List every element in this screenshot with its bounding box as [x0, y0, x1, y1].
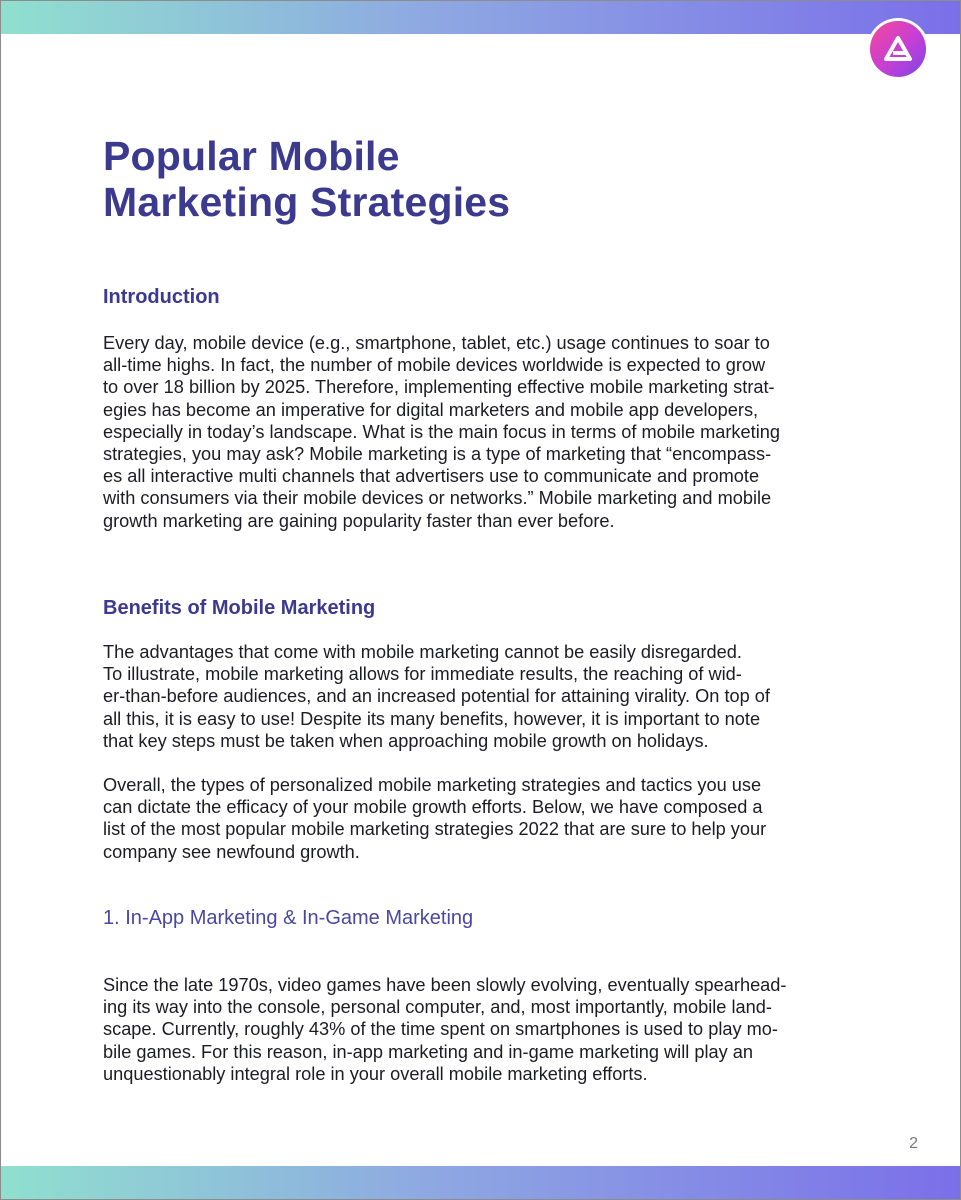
page-number: 2 — [909, 1135, 918, 1152]
paragraph-line: To illustrate, mobile marketing allows for immediate results, the reaching of wid- — [103, 664, 742, 685]
paragraph-line: The advantages that come with mobile marketing cannot be easily disregarded. — [103, 642, 742, 662]
title-line: Popular Mobile — [103, 133, 400, 179]
benefits-heading: Benefits of Mobile Marketing — [103, 597, 376, 619]
paragraph-line: Overall, the types of personalized mobile marketing strategies and tactics you use — [103, 775, 762, 795]
paragraph-line: unquestionably integral role in your overall mobile marketing efforts. — [103, 1063, 648, 1084]
paragraph-line: egies has become an imperative for digital marketers and mobile app developers, — [103, 399, 759, 420]
paragraph-line: growth marketing are gaining popularity faster than ever before. — [103, 510, 615, 531]
introduction-heading: Introduction — [103, 286, 220, 308]
paragraph-line: bile games. For this reason, in-app marketing and in-game marketing will play an — [103, 1041, 754, 1062]
bottom-gradient-band — [1, 1166, 960, 1199]
paragraph-line: Since the late 1970s, video games have been slowly evolving, eventually spearhead- — [103, 975, 787, 995]
paragraph-line: all this, it is easy to use! Despite its many benefits, however, it is important to note — [103, 708, 761, 729]
paragraph-line: scape. Currently, roughly 43% of the time spent on smartphones is used to play mo- — [103, 1019, 778, 1040]
paragraph-line: especially in today’s landscape. What is the main focus in terms of mobile marketing — [103, 421, 780, 442]
paragraph-line: Every day, mobile device (e.g., smartphone, tablet, etc.) usage continues to soar to — [103, 333, 770, 353]
in-app-marketing-heading: 1. In-App Marketing & In-Game Marketing — [103, 907, 474, 929]
paragraph-line: list of the most popular mobile marketing strategies 2022 that are sure to help your — [103, 819, 767, 840]
paragraph-line: company see newfound growth. — [103, 841, 360, 862]
in-app-marketing-paragraph — [103, 974, 863, 1085]
paragraph-line: with consumers via their mobile devices or networks.” Mobile marketing and mobile — [103, 488, 772, 509]
title-line: Marketing Strategies — [103, 179, 511, 225]
paragraph-line: ing its way into the console, personal computer, and, most importantly, mobile land- — [103, 997, 772, 1018]
top-gradient-band — [1, 1, 960, 34]
triangle-logo-icon — [883, 35, 913, 63]
paragraph-line: all-time highs. In fact, the number of mobile devices worldwide is expected to grow — [103, 355, 766, 376]
paragraph-line: er-than-before audiences, and an increased potential for attaining virality. On top of — [103, 686, 770, 707]
paragraph-line: that key steps must be taken when approaching mobile growth on holidays. — [103, 730, 709, 751]
paragraph-line: can dictate the efficacy of your mobile growth efforts. Below, we have composed a — [103, 797, 763, 818]
paragraph-line: strategies, you may ask? Mobile marketing is a type of marketing that “encompass- — [103, 444, 772, 465]
paragraph-line: to over 18 billion by 2025. Therefore, implementing effective mobile marketing strat- — [103, 377, 775, 398]
paragraph-line: es all interactive multi channels that advertisers use to communicate and promote — [103, 466, 760, 487]
introduction-paragraph — [103, 332, 863, 532]
brand-logo — [870, 21, 926, 77]
benefits-paragraph-2 — [103, 774, 863, 863]
page-title — [103, 133, 803, 225]
benefits-paragraph-1 — [103, 641, 863, 752]
